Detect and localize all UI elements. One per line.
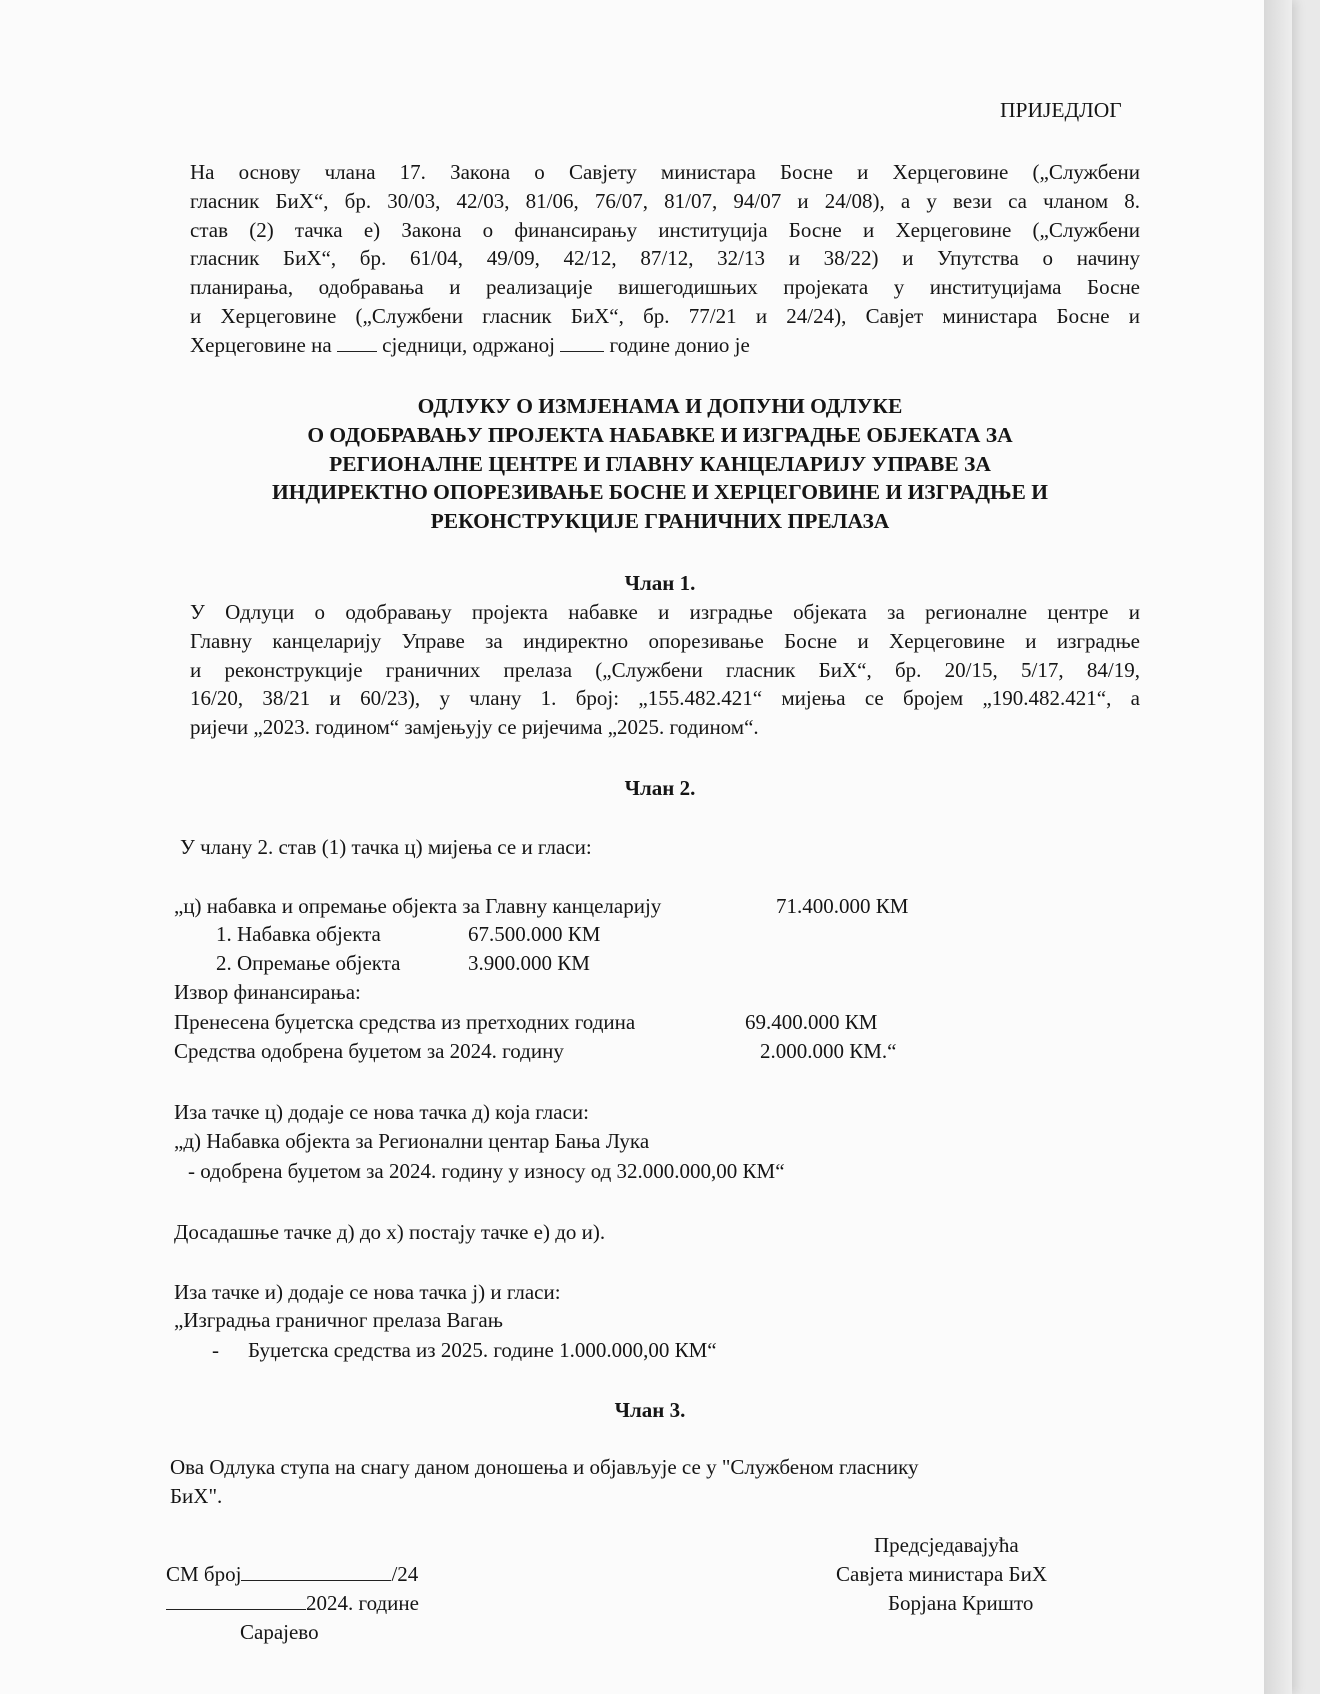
article-3-line: Ова Одлука ступа на снагу даном доношења и објављује се у "Службеном гласнику xyxy=(170,1455,919,1479)
preamble-paragraph xyxy=(190,158,1140,360)
item-c-sub2-label: 2. Опремање објекта xyxy=(216,951,401,975)
title-line: РЕКОНСТРУКЦИЈЕ ГРАНИЧНИХ ПРЕЛАЗА xyxy=(430,509,890,534)
article-1-line: ријечи „2023. годином“ замјењују се ријечима „2025. годином“. xyxy=(190,715,759,740)
proposal-label: ПРИЈЕДЛОГ xyxy=(1000,98,1122,122)
preamble-line: На основу члана 17. Закона о Савјету министара Босне и Херцеговине („Службени xyxy=(190,160,1140,184)
article-1-line: и реконструкције граничних прелаза („Службени гласник БиХ“, бр. 20/15, 5/17, 84/19, xyxy=(190,657,1140,682)
title-line: ОДЛУКУ О ИЗМЈЕНАМА И ДОПУНИ ОДЛУКЕ xyxy=(417,394,903,418)
article-1-line: У Одлуци о одобравању пројекта набавке и изградње објеката за регионалне центре и xyxy=(190,600,1140,624)
funding-carryover-amount: 69.400.000 КМ xyxy=(745,1010,878,1034)
cm-number-blank xyxy=(241,1562,391,1581)
signature-title: Предсједавајућа xyxy=(874,1533,1019,1557)
decision-title xyxy=(150,392,1170,536)
preamble-line: гласник БиХ“, бр. 61/04, 49/09, 42/12, 87/12, 32/13 и 38/22) и Упутства о начину xyxy=(190,246,1140,271)
article-1-line: 16/20, 38/21 и 60/23), у члану 1. број: „155.482.421“ мијења се бројем „190.482.421“, а xyxy=(190,686,1140,711)
article-2-intro: У члану 2. став (1) тачка ц) мијења се и гласи: xyxy=(180,835,592,859)
funding-source-label: Извор финансирања: xyxy=(174,980,361,1004)
preamble-line: гласник БиХ“, бр. 30/03, 42/03, 81/06, 76/07, 81/07, 94/07 и 24/08), а у вези са чланом 8. xyxy=(190,188,1140,213)
title-line: О ОДОБРАВАЊУ ПРОЈЕКТА НАБАВКЕ И ИЗГРАДЊЕ ОБЈЕКАТА ЗА xyxy=(307,422,1013,447)
item-j-detail: Буџетска средства из 2025. године 1.000.000,00 КМ“ xyxy=(248,1338,717,1362)
item-j-intro: Иза тачке и) додаје се нова тачка ј) и гласи: xyxy=(174,1280,561,1304)
item-c-amount: 71.400.000 КМ xyxy=(776,894,909,918)
cm-number-label: СМ број /24 xyxy=(166,1562,419,1586)
funding-budget-amount: 2.000.000 КМ.“ xyxy=(760,1039,897,1063)
title-line: РЕГИОНАЛНЕ ЦЕНТРЕ И ГЛАВНУ КАНЦЕЛАРИЈУ УПРАВЕ ЗА xyxy=(329,451,991,476)
item-d-intro: Иза тачке ц) додаје се нова тачка д) која гласи: xyxy=(174,1100,589,1124)
article-2-heading: Члан 2. xyxy=(624,776,696,800)
article-3-line: БиХ". xyxy=(170,1484,223,1508)
preamble-last-line: Херцеговине на сједници, одржаној године донио је xyxy=(190,332,750,357)
article-1-heading: Члан 1. xyxy=(624,571,696,595)
article-3-heading: Члан 3. xyxy=(614,1398,686,1422)
preamble-line: планирања, одобравања и реализације вишегодишњих пројеката у институцијама Босне xyxy=(190,275,1140,300)
city-label: Сарајево xyxy=(240,1620,319,1644)
renumbering-note: Досадашње тачке д) до х) постају тачке е) до и). xyxy=(174,1220,606,1244)
item-c-label: „ц) набавка и опремање објекта за Главну канцеларију xyxy=(174,894,662,918)
preamble-line: и Херцеговине („Службени гласник БиХ“, бр. 77/21 и 24/24), Савјет министара Босне и xyxy=(190,303,1140,328)
signatory-name: Борјана Кришто xyxy=(888,1591,1034,1615)
item-d-label: „д) Набавка објекта за Регионални центар Бања Лука xyxy=(174,1129,650,1153)
funding-carryover-label: Пренесена буџетска средства из претходних година xyxy=(174,1010,636,1034)
session-date-blank xyxy=(560,333,604,352)
article-1-paragraph xyxy=(190,598,1140,742)
title-line: ИНДИРЕКТНО ОПОРЕЗИВАЊЕ БОСНЕ И ХЕРЦЕГОВИНЕ И ИЗГРАДЊЕ И xyxy=(271,480,1048,505)
date-line: 2024. године xyxy=(166,1589,419,1617)
session-number-blank xyxy=(337,333,377,352)
item-j-label: „Изградња граничног прелаза Вагањ xyxy=(174,1308,503,1332)
item-c-sub1-label: 1. Набавка објекта xyxy=(216,922,381,946)
item-j-dash: - xyxy=(212,1338,219,1362)
signature-institution: Савјета министара БиХ xyxy=(836,1562,1048,1586)
funding-budget-label: Средства одобрена буџетом за 2024. годину xyxy=(174,1039,564,1063)
item-d-detail: - одобрена буџетом за 2024. годину у износу од 32.000.000,00 КМ“ xyxy=(188,1159,785,1183)
date-blank xyxy=(166,1591,306,1610)
page-edge xyxy=(1264,0,1292,1694)
preamble-line: став (2) тачка е) Закона о финансирању институција Босне и Херцеговине („Службени xyxy=(190,217,1140,242)
item-c-sub1-amount: 67.500.000 КМ xyxy=(468,922,601,946)
article-1-line: Главну канцеларију Управе за индиректно опорезивање Босне и Херцеговине и изградње xyxy=(190,628,1140,653)
item-c-sub2-amount: 3.900.000 КМ xyxy=(468,951,590,975)
